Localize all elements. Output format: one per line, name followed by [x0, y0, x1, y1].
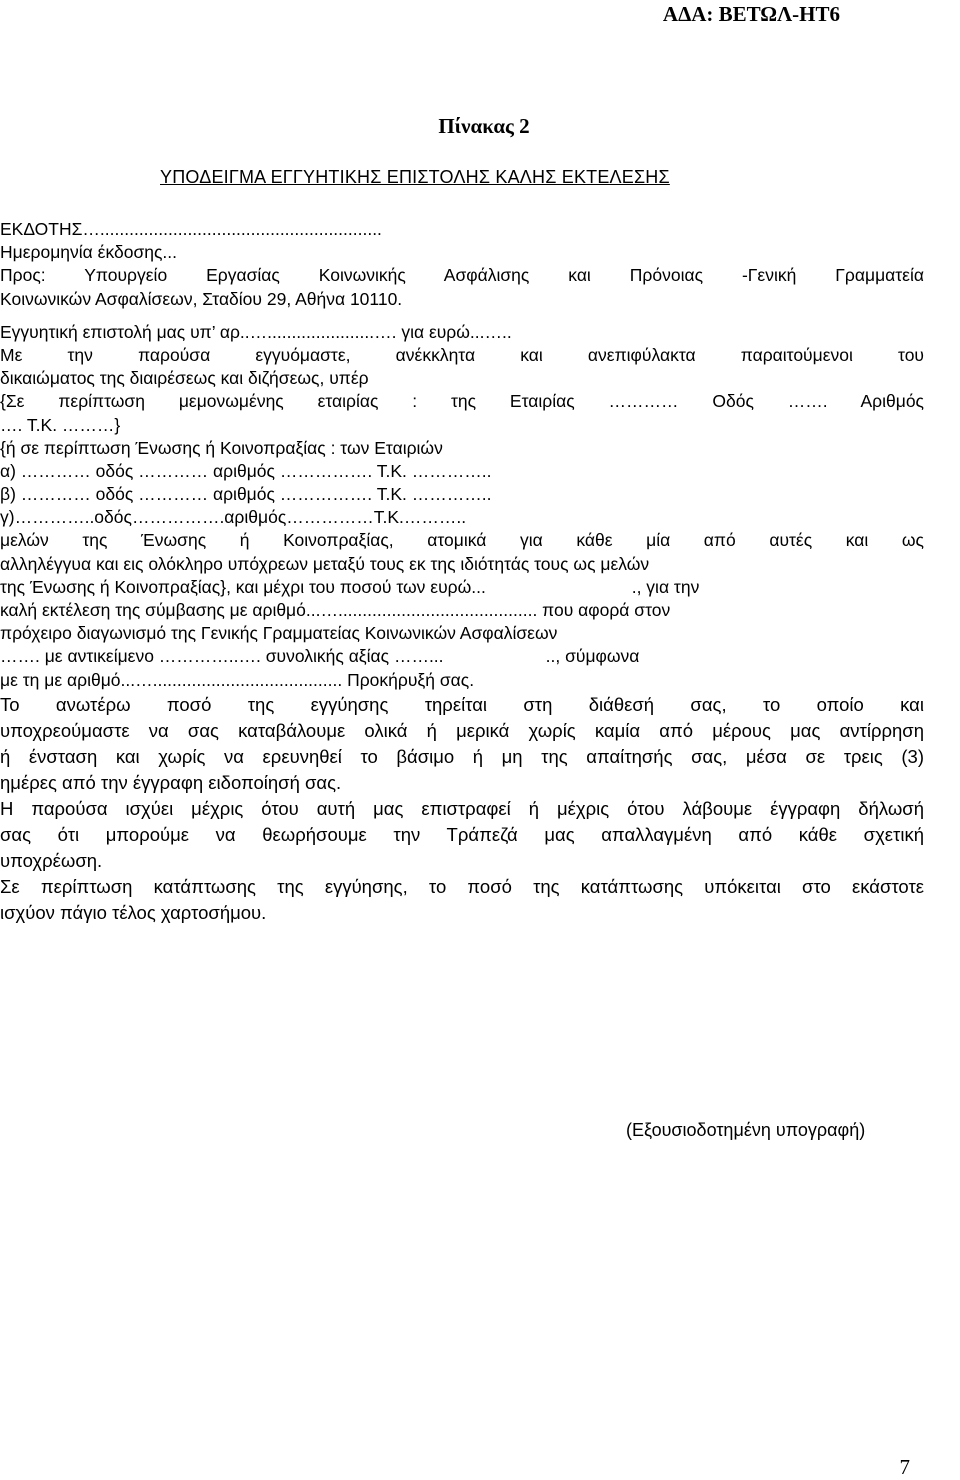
- table-title: Πίνακας 2: [438, 114, 530, 138]
- document-title: ΥΠΟΔΕΙΓΜΑ ΕΓΓΥΗΤΙΚΗΣ ΕΠΙΣΤΟΛΗΣ ΚΑΛΗΣ ΕΚΤΕΛΕΣΗΣ: [160, 167, 670, 187]
- guarantee-number-line: Εγγυητική επιστολή μας υπ’ αρ..…......................…. για ευρώ...…..: [0, 321, 512, 342]
- paragraph-line: της Ένωσης ή Κοινοπραξίας}, και μέχρι του ποσού των ευρώ... ., για την: [0, 576, 700, 597]
- paragraph-line: ημέρες από την έγγραφη ειδοποίησή σας.: [0, 771, 342, 793]
- recipient-line: Προς: Υπουργείο Εργασίας Κοινωνικής Ασφάλισης και Πρόνοιας -Γενική Γραμματεία: [0, 265, 924, 286]
- paragraph-line: Με την παρούσα εγγυόμαστε, ανέκκλητα και ανεπιφύλακτα παραιτούμενοι του: [0, 344, 924, 365]
- paragraph-line: …. Τ.Κ. ………}: [0, 414, 121, 435]
- paragraph-line: σας ότι μπορούμε να θεωρήσουμε την Τράπεζά μας απαλλαγμένη από κάθε σχετική: [0, 823, 924, 845]
- paragraph-line: υποχρεούμαστε να σας καταβάλουμε ολικά ή μερικά χωρίς καμία από μέρους μας αντίρρηση: [0, 719, 924, 741]
- issuer-line: ΕΚΔΟΤΗΣ…..........................................................: [0, 219, 382, 239]
- paragraph-line: Η παρούσα ισχύει μέχρις ότου αυτή μας επιστραφεί ή μέχρις ότου λάβουμε έγγραφη δήλωσή: [0, 797, 924, 819]
- company-line-c: γ)…………..οδός…………….αριθμός……………Τ.Κ.………..: [0, 507, 467, 528]
- paragraph-line: με τη με αριθμό...…....................................... Προκήρυξή σας.: [0, 669, 475, 690]
- company-line-a: α) ………… οδός ………… αριθμός ……………. Τ.Κ. …………..: [0, 460, 492, 481]
- paragraph-line: Σε περίπτωση κατάπτωσης της εγγύησης, το ποσό της κατάπτωσης υπόκειται στο εκάστοτε: [0, 875, 924, 897]
- paragraph-line: υποχρέωση.: [0, 849, 103, 871]
- paragraph-line: καλή εκτέλεση της σύμβασης με αριθμό...…......................................... που αφορά στον: [0, 600, 671, 620]
- page-number: 7: [899, 1455, 910, 1479]
- paragraph-line: Το ανωτέρω ποσό της εγγύησης τηρείται στη διάθεσή σας, το οποίο και: [0, 693, 924, 715]
- ada-code: ΑΔΑ: ΒΕΤΩΛ-ΗΤ6: [662, 2, 840, 26]
- paragraph-line: πρόχειρο διαγωνισμό της Γενικής Γραμματείας Κοινωνικών Ασφαλίσεων: [0, 623, 558, 644]
- document-body: [0, 218, 924, 926]
- paragraph-line: αλληλέγγυα και εις ολόκληρο υπόχρεων μεταξύ τους εκ της ιδιότητάς τους ως μελών: [0, 553, 650, 574]
- signature-label: (Εξουσιοδοτημένη υπογραφή): [626, 1120, 866, 1140]
- paragraph-line: δικαιώματος της διαιρέσεως και διζήσεως, υπέρ: [0, 368, 369, 389]
- paragraph-line: {ή σε περίπτωση Ένωσης ή Κοινοπραξίας : των Εταιριών: [0, 437, 443, 458]
- recipient-line: Κοινωνικών Ασφαλίσεων, Σταδίου 29, Αθήνα 10110.: [0, 288, 403, 309]
- paragraph-line: ισχύον πάγιο τέλος χαρτοσήμου.: [0, 901, 267, 923]
- issue-date-line: Ημερομηνία έκδοσης...: [0, 242, 178, 263]
- paragraph-line: ……. με αντικείμενο …………..…. συνολικής αξίας ……... .., σύμφωνα: [0, 646, 640, 667]
- paragraph-line: ή ένσταση και χωρίς να ερευνηθεί το βάσιμο ή μη της απαίτησής σας, μέσα σε τρεις (3): [0, 745, 924, 767]
- company-line-b: β) ………… οδός ………… αριθμός ……………. Τ.Κ. …………..: [0, 484, 492, 505]
- paragraph-line: {Σε περίπτωση μεμονωμένης εταιρίας : της Εταιρίας ………… Οδός ……. Αριθμός: [0, 391, 924, 412]
- paragraph-line: μελών της Ένωσης ή Κοινοπραξίας, ατομικά για κάθε μία από αυτές και ως: [0, 530, 924, 551]
